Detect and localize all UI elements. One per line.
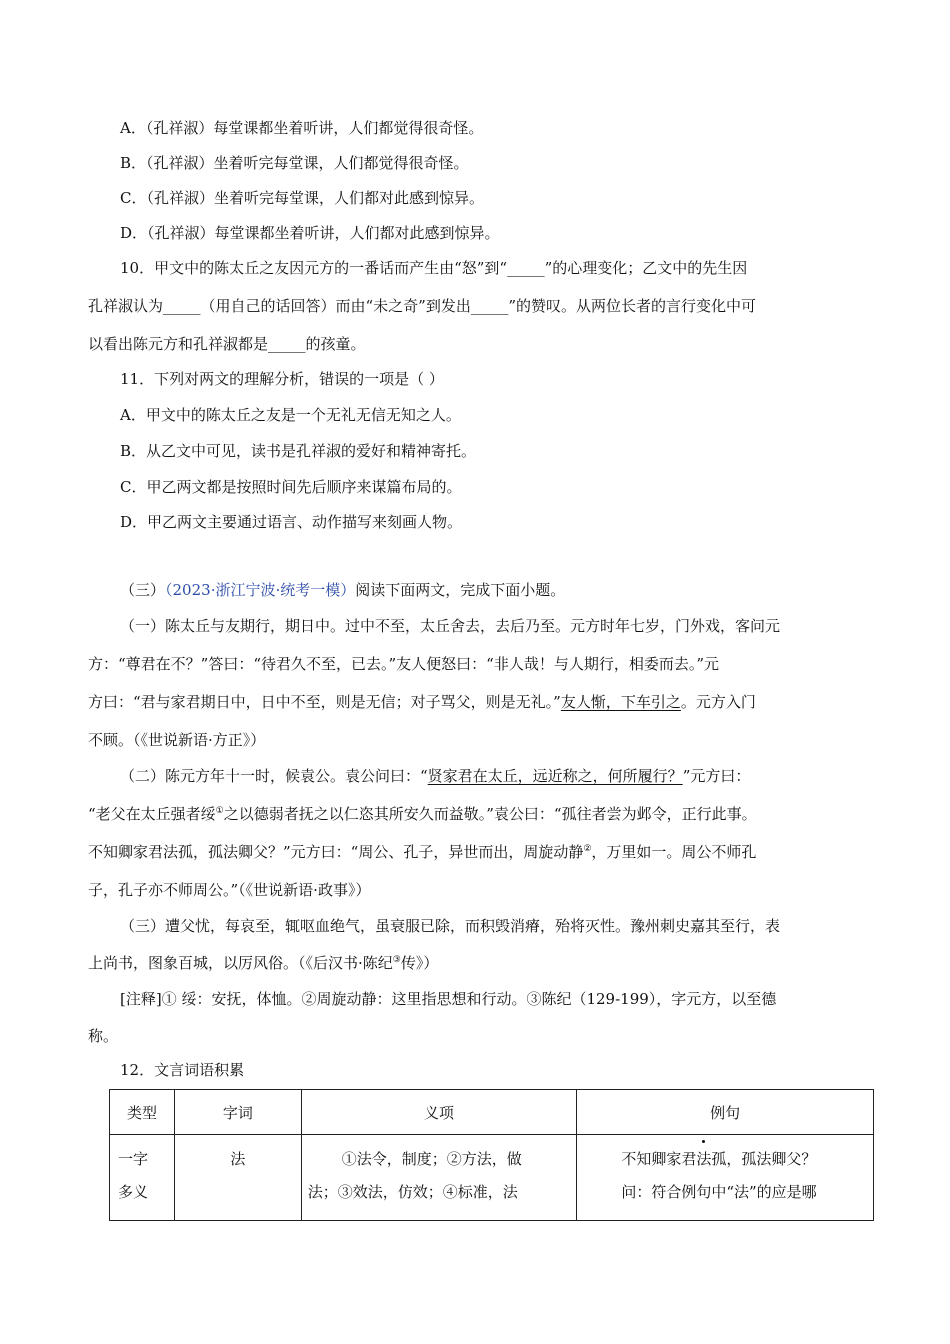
q11-option-d: D．甲乙两文主要通过语言、动作描写来刻画人物。 [120, 513, 463, 531]
emphasis-dot-char: 法 [696, 1143, 711, 1176]
passage1-line-4: 不顾。（《世说新语·方正》） [88, 731, 266, 749]
q10-line-1: 10．甲文中的陈太丘之友因元方的一番话而产生由“怒”到“_____”的心理变化；乙文中的先生因 [120, 259, 748, 277]
q9-option-b: B．（孔祥淑）坐着听完每堂课，人们都觉得很奇怪。 [120, 154, 469, 172]
q11-option-c: C．甲乙两文都是按照时间先后顺序来谋篇布局的。 [120, 478, 462, 496]
passage3-line-2: 上尚书，图象百城，以厉风俗。（《后汉书·陈纪③传》） [88, 954, 439, 972]
section-instruction: 阅读下面两文，完成下面小题。 [355, 581, 566, 599]
section-source: （2023·浙江宁波·统考一模） [165, 581, 356, 599]
table-header-row [110, 1090, 874, 1135]
note-marker-1: ① [215, 806, 224, 816]
underlined-sentence-2: 贤家君在太丘，远近称之，何所履行？ [427, 767, 683, 785]
passage2-line-3: 不知卿家君法孤，孤法卿父？”元方曰：“周公、孔子，异世而出，周旋动静②，万里如一。周公不师孔 [88, 843, 757, 861]
q9-option-d: D．（孔祥淑）每堂课都坐着听讲，人们都对此感到惊异。 [120, 224, 500, 242]
cell-type: 一字 多义 [110, 1135, 175, 1221]
passage1-line-2: 方：“尊君在不？”答曰：“待君久不至，已去。”友人便怒曰：“非人哉！与人期行，相委而去。”元 [88, 655, 720, 673]
section-heading [120, 580, 565, 600]
vocabulary-table [109, 1089, 874, 1221]
passage2-line-1: （二）陈元方年十一时，候袁公。袁公问曰：“贤家君在太丘，远近称之，何所履行？”元方曰： [120, 767, 751, 785]
header-example: 例句 [577, 1090, 874, 1135]
table-row [110, 1135, 874, 1221]
header-type: 类型 [110, 1090, 175, 1135]
q10-line-3: 以看出陈元方和孔祥淑都是_____的孩童。 [88, 335, 366, 353]
q11-stem: 11．下列对两文的理解分析，错误的一项是（ ） [120, 370, 444, 388]
passage2-line-4: 子，孔子亦不师周公。”（《世说新语·政事》） [88, 881, 371, 899]
passage3-line-1: （三）遭父忧，每哀至，辄呕血绝气，虽衰服已除，而积毁消瘠，殆将灭性。豫州刺史嘉其至行，表 [120, 917, 781, 935]
q10-line-2: 孔祥淑认为_____（用自己的话回答）而由“未之奇”到发出_____”的赞叹。从两位长者的言行变化中可 [88, 297, 757, 315]
section-prefix: （三） [120, 581, 166, 599]
underlined-sentence-1: 友人惭，下车引之 [560, 693, 681, 711]
passage1-line-1: （一）陈太丘与友期行，期日中。过中不至，太丘舍去，去后乃至。元方时年七岁，门外戏，客问元 [120, 617, 781, 635]
header-meaning: 义项 [301, 1090, 577, 1135]
header-word: 字词 [174, 1090, 301, 1135]
note-marker-3: ③ [392, 955, 401, 965]
note-marker-2: ② [583, 844, 592, 854]
cell-meanings: ①法令，制度；②方法，做 法；③效法，仿效；④标准，法 [301, 1135, 577, 1221]
cell-word: 法 [174, 1135, 301, 1221]
annotation-line-2: 称。 [88, 1027, 119, 1045]
cell-example: 不知卿家君法孤，孤法卿父？ 问：符合例句中“法”的应是哪 [577, 1135, 874, 1221]
passage2-line-2: “老父在太丘强者绥①之以德弱者抚之以仁恣其所安久而益敬。”袁公曰：“孤往者尝为邺令，正行此事。 [88, 805, 757, 823]
annotation-line-1: [注释]① 绥：安抚，体恤。②周旋动静：这里指思想和行动。③陈纪（129-199），字元方，以至德 [120, 990, 777, 1008]
q9-option-a: A．（孔祥淑）每堂课都坐着听讲，人们都觉得很奇怪。 [120, 119, 484, 137]
q11-option-b: B．从乙文中可见，读书是孔祥淑的爱好和精神寄托。 [120, 442, 477, 460]
q12-title: 12．文言词语积累 [120, 1061, 245, 1079]
q11-option-a: A．甲文中的陈太丘之友是一个无礼无信无知之人。 [120, 406, 461, 424]
q9-option-c: C．（孔祥淑）坐着听完每堂课，人们都对此感到惊异。 [120, 189, 484, 207]
passage1-line-3: 方曰：“君与家君期日中，日中不至，则是无信；对子骂父，则是无礼。”友人惭，下车引之。元方入门 [88, 693, 756, 711]
